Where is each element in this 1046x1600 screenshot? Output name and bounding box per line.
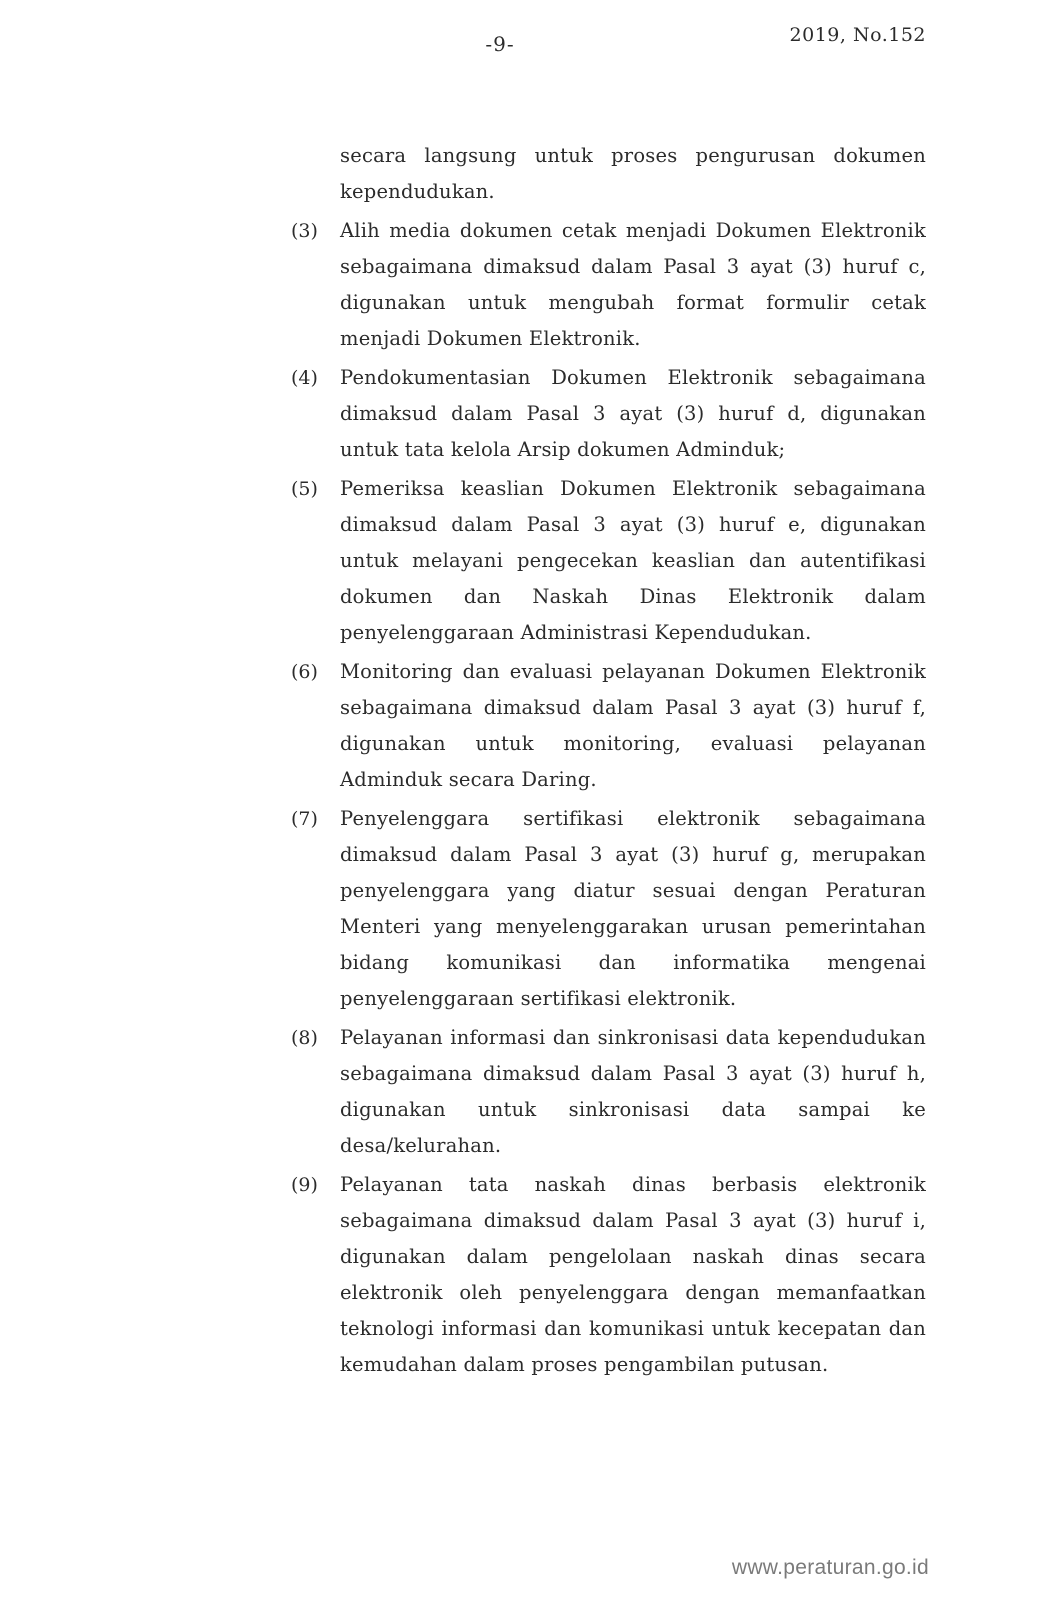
paragraph-text: Pelayanan tata naskah dinas berbasis elektronik sebagaimana dimaksud dalam Pasal 3 ayat (3) huruf i, digunakan dalam pengelolaan naskah dinas secara elektronik oleh penyelenggara dengan memanfaatkan teknologi informasi dan komunikasi untuk kecepatan dan kemudahan dalam proses pengambilan putusan. — [340, 1173, 926, 1376]
paragraph-text: Alih media dokumen cetak menjadi Dokumen Elektronik sebagaimana dimaksud dalam Pasal 3 ayat (3) huruf c, digunakan untuk mengubah format formulir cetak menjadi Dokumen Elektronik. — [340, 219, 926, 350]
paragraph-8 — [0, 1020, 1046, 1164]
paragraph-text: Pelayanan informasi dan sinkronisasi data kependudukan sebagaimana dimaksud dalam Pasal 3 ayat (3) huruf h, digunakan untuk sinkronisasi data sampai ke desa/kelurahan. — [340, 1026, 926, 1157]
paragraph-6 — [0, 654, 1046, 798]
paragraph-text: Pendokumentasian Dokumen Elektronik sebagaimana dimaksud dalam Pasal 3 ayat (3) huruf d, digunakan untuk tata kelola Arsip dokumen Adminduk; — [340, 366, 926, 461]
page-number: -9- — [485, 32, 515, 56]
paragraph-9 — [0, 1167, 1046, 1383]
paragraph-text: Monitoring dan evaluasi pelayanan Dokumen Elektronik sebagaimana dimaksud dalam Pasal 3 ayat (3) huruf f, digunakan untuk monitoring, evaluasi pelayanan Adminduk secara Daring. — [340, 660, 926, 791]
paragraph-text: secara langsung untuk proses pengurusan dokumen kependudukan. — [340, 144, 926, 203]
paragraph-number: (4) — [291, 367, 318, 389]
paragraph-4 — [0, 360, 1046, 468]
paragraph-number: (7) — [291, 808, 318, 830]
paragraph-text: Pemeriksa keaslian Dokumen Elektronik sebagaimana dimaksud dalam Pasal 3 ayat (3) huruf e, digunakan untuk melayani pengecekan keaslian dan autentifikasi dokumen dan Naskah Dinas Elektronik dalam penyelenggaraan Administrasi Kependudukan. — [340, 477, 926, 644]
paragraph-7 — [0, 801, 1046, 1017]
paragraph-number: (8) — [291, 1027, 318, 1049]
footer-website-link[interactable]: www.peraturan.go.id — [731, 1556, 929, 1579]
paragraph-number: (9) — [291, 1174, 318, 1196]
document-reference: 2019, No.152 — [789, 24, 926, 46]
document-body — [0, 138, 1046, 1386]
paragraph-text: Penyelenggara sertifikasi elektronik sebagaimana dimaksud dalam Pasal 3 ayat (3) huruf g, merupakan penyelenggara yang diatur sesuai dengan Peraturan Menteri yang menyelenggarakan urusan pemerintahan bidang komunikasi dan informatika mengenai penyelenggaraan sertifikasi elektronik. — [340, 807, 926, 1010]
paragraph-number: (3) — [291, 220, 318, 242]
paragraph-5 — [0, 471, 1046, 651]
paragraph-number: (5) — [291, 478, 318, 500]
continuation-paragraph — [0, 138, 1046, 210]
paragraph-3 — [0, 213, 1046, 357]
paragraph-number: (6) — [291, 661, 318, 683]
